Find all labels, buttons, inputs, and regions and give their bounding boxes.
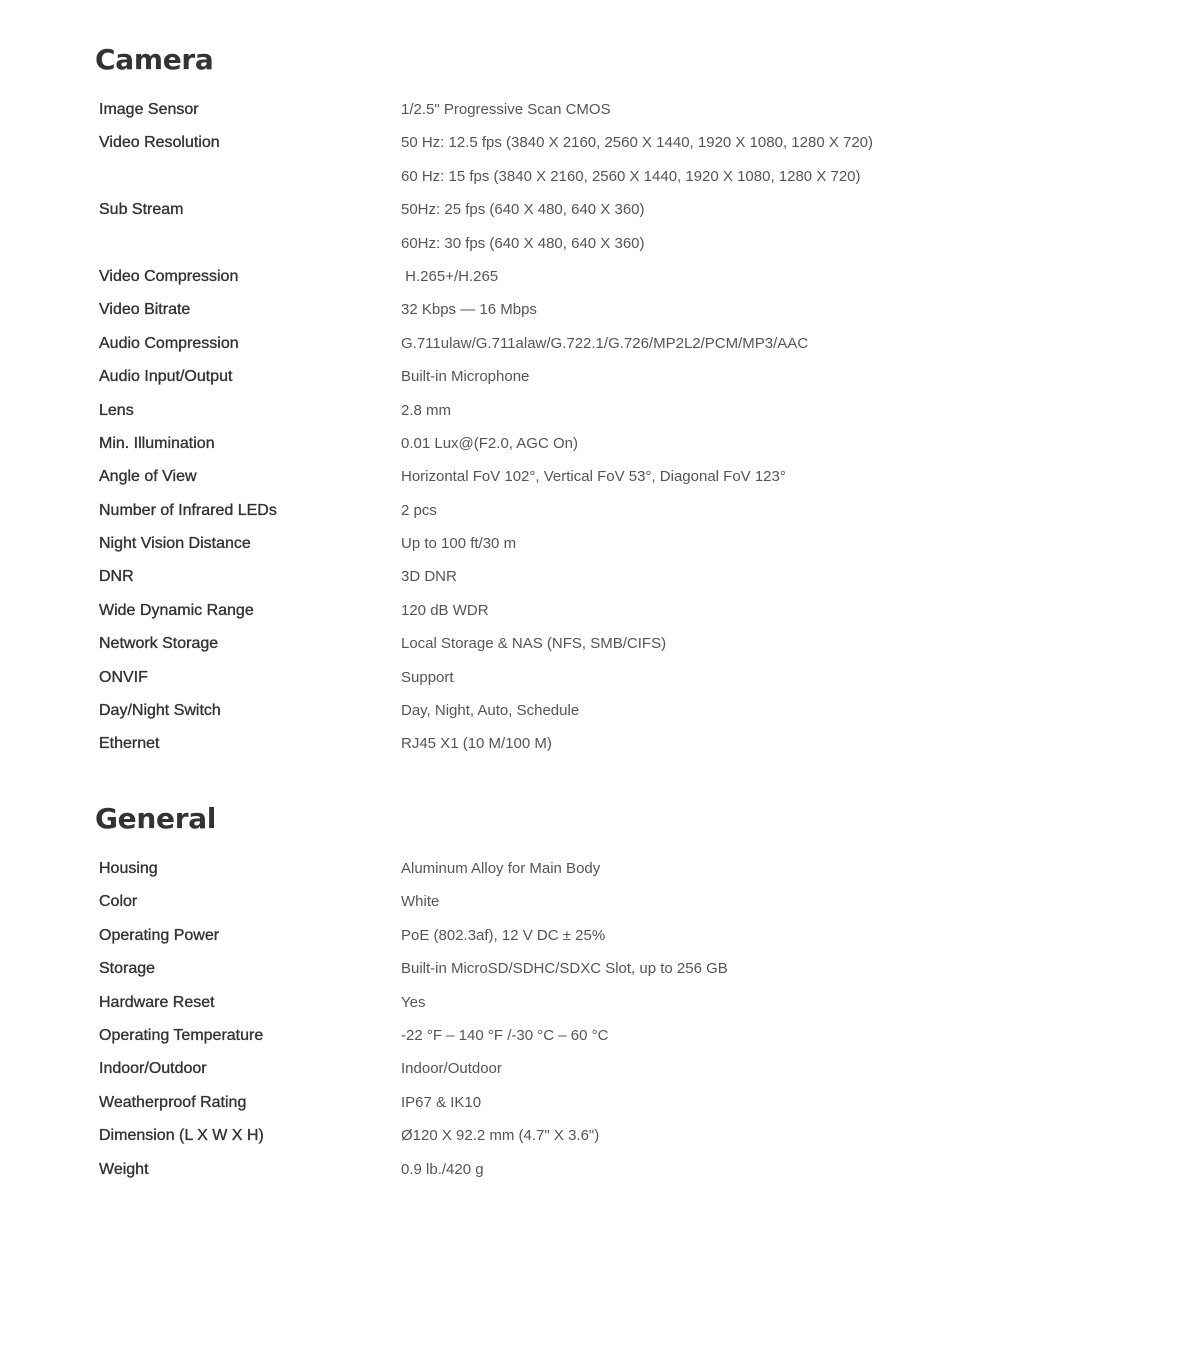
spec-row <box>99 993 1099 1026</box>
spec-label: Sub Stream <box>99 201 184 219</box>
spec-value: 0.01 Lux@(F2.0, AGC On) <box>401 434 578 452</box>
spec-row <box>99 1093 1099 1126</box>
spec-label: ONVIF <box>99 668 148 686</box>
spec-row <box>99 1160 1099 1193</box>
spec-label: Video Resolution <box>99 134 220 152</box>
spec-label: Video Compression <box>99 267 239 285</box>
spec-row <box>99 926 1099 959</box>
spec-label: Weatherproof Rating <box>99 1093 247 1111</box>
spec-label: Storage <box>99 960 156 978</box>
spec-row <box>99 959 1099 992</box>
spec-value: G.711ulaw/G.711alaw/G.722.1/G.726/MP2L2/PCM/MP3/AAC <box>401 334 809 352</box>
spec-row <box>99 267 1099 300</box>
spec-row <box>99 734 1099 767</box>
spec-value: 1/2.5" Progressive Scan CMOS <box>401 101 611 118</box>
spec-table-general <box>99 859 1099 1193</box>
spec-value: Local Storage & NAS (NFS, SMB/CIFS) <box>401 635 667 653</box>
spec-value: 50 Hz: 12.5 fps (3840 X 2160, 2560 X 1440, 1920 X 1080, 1280 X 720) <box>401 134 874 152</box>
spec-value: Day, Night, Auto, Schedule <box>401 702 580 720</box>
spec-label: Housing <box>99 860 158 877</box>
spec-row <box>99 334 1099 367</box>
spec-label: Audio Input/Output <box>99 368 233 386</box>
spec-row <box>99 401 1099 434</box>
spec-value: 120 dB WDR <box>401 601 489 619</box>
spec-value: -22 °F – 140 °F /-30 °C – 60 °C <box>401 1026 609 1044</box>
spec-row <box>99 100 1099 133</box>
spec-row <box>99 467 1099 500</box>
spec-label: Color <box>99 893 138 911</box>
section-title-camera: Camera <box>95 43 214 76</box>
spec-label: Indoor/Outdoor <box>99 1060 207 1078</box>
spec-label: Weight <box>99 1160 149 1178</box>
spec-row <box>99 1059 1099 1092</box>
spec-row <box>99 167 1099 200</box>
spec-label: Min. Illumination <box>99 434 215 452</box>
spec-label: Image Sensor <box>99 101 199 118</box>
spec-label: Angle of View <box>99 468 197 486</box>
spec-row <box>99 234 1099 267</box>
spec-value: Ø120 X 92.2 mm (4.7" X 3.6") <box>401 1127 600 1145</box>
spec-value: Up to 100 ft/30 m <box>401 535 517 553</box>
spec-label: Day/Night Switch <box>99 702 221 720</box>
spec-value: RJ45 X1 (10 M/100 M) <box>401 735 552 753</box>
spec-label: Dimension (L X W X H) <box>99 1127 264 1145</box>
spec-label: Operating Temperature <box>99 1026 264 1044</box>
spec-value: Indoor/Outdoor <box>401 1060 502 1078</box>
spec-value: 50Hz: 25 fps (640 X 480, 640 X 360) <box>401 201 645 219</box>
spec-value: PoE (802.3af), 12 V DC ± 25% <box>401 926 606 944</box>
spec-row <box>99 601 1099 634</box>
spec-row <box>99 200 1099 233</box>
spec-value: IP67 & IK10 <box>401 1093 482 1111</box>
spec-row <box>99 501 1099 534</box>
spec-label: Audio Compression <box>99 334 239 352</box>
spec-row <box>99 634 1099 667</box>
spec-value: 2 pcs <box>401 501 437 519</box>
spec-value: Built-in Microphone <box>401 368 530 386</box>
spec-row <box>99 133 1099 166</box>
spec-value: 3D DNR <box>401 568 457 586</box>
spec-label: Wide Dynamic Range <box>99 601 254 619</box>
spec-label: Network Storage <box>99 635 219 653</box>
spec-value: Horizontal FoV 102°, Vertical FoV 53°, Diagonal FoV 123° <box>401 468 786 486</box>
spec-label: Hardware Reset <box>99 993 215 1011</box>
spec-value: Support <box>401 668 454 686</box>
spec-value: 2.8 mm <box>401 401 452 419</box>
spec-row <box>99 567 1099 600</box>
spec-value: 60 Hz: 15 fps (3840 X 2160, 2560 X 1440, 1920 X 1080, 1280 X 720) <box>401 167 861 185</box>
spec-row <box>99 300 1099 333</box>
spec-label: Lens <box>99 401 134 419</box>
spec-label: Video Bitrate <box>99 301 191 319</box>
spec-row <box>99 534 1099 567</box>
spec-value: Aluminum Alloy for Main Body <box>401 860 601 877</box>
spec-value: Built-in MicroSD/SDHC/SDXC Slot, up to 256 GB <box>401 960 728 978</box>
section-title-general: General <box>95 802 217 835</box>
spec-row <box>99 701 1099 734</box>
spec-row <box>99 892 1099 925</box>
spec-label: Number of Infrared LEDs <box>99 501 277 519</box>
spec-row <box>99 1026 1099 1059</box>
spec-row <box>99 668 1099 701</box>
spec-label: Operating Power <box>99 926 220 944</box>
spec-row <box>99 367 1099 400</box>
spec-value: 32 Kbps — 16 Mbps <box>401 301 537 319</box>
spec-label: Night Vision Distance <box>99 535 251 553</box>
spec-row <box>99 434 1099 467</box>
spec-row <box>99 859 1099 892</box>
spec-row <box>99 1126 1099 1159</box>
spec-value: 60Hz: 30 fps (640 X 480, 640 X 360) <box>401 234 645 252</box>
spec-value: H.265+/H.265 <box>401 267 499 285</box>
spec-value: White <box>401 893 440 911</box>
spec-value: 0.9 lb./420 g <box>401 1160 484 1178</box>
spec-table-camera <box>99 100 1099 768</box>
spec-value: Yes <box>401 993 426 1011</box>
spec-label: DNR <box>99 568 134 586</box>
spec-label: Ethernet <box>99 735 160 753</box>
